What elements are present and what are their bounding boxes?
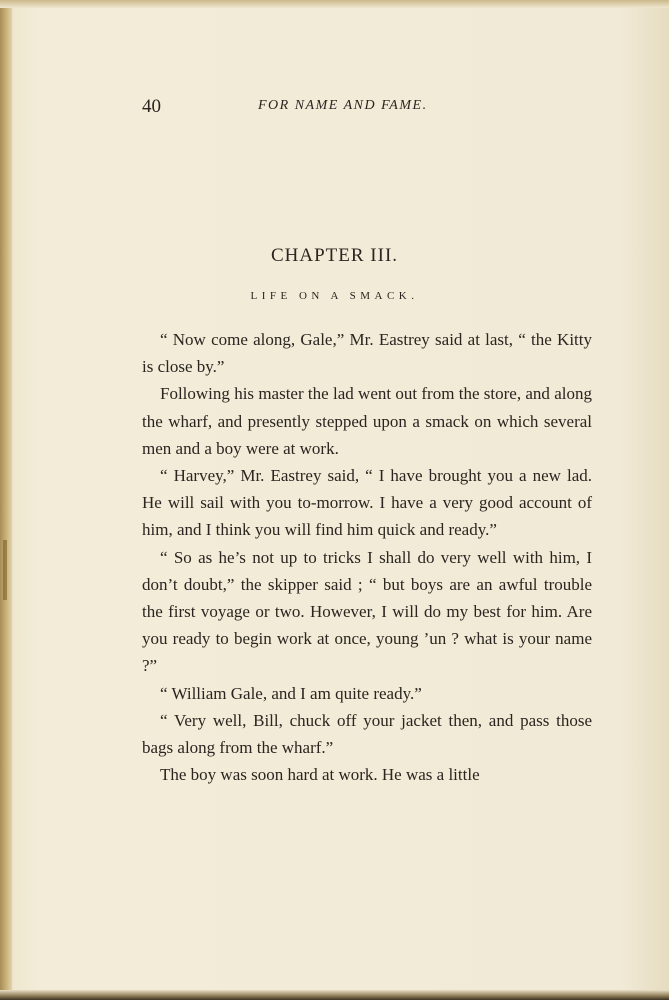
paragraph: “ William Gale, and I am quite ready.” [160,683,422,703]
paragraph: “ Harvey,” Mr. Eastrey said, “ I have brought you a new lad. He will sail with you to-morrow. I have a very good account of him, and I think you will find him quick and ready.” [142,466,592,540]
paragraph: “ Very well, Bill, chuck off your jacket then, and pass those bags along from the wharf.” [142,710,592,758]
book-spine-edge [0,0,12,1000]
page-top-edge [0,0,669,8]
paragraph: “ So as he’s not up to tricks I shall do very well with him, I don’t doubt,” the skipper said ; “ but boys are an awful trouble the first voyage or two. However, I will do my best for him. Are you ready to begin work at once, young ’un ? what is your name ?” [142,547,592,676]
paragraph: The boy was soon hard at work. He was a little [160,765,480,785]
chapter-title: CHAPTER III. [270,245,399,266]
running-title: FOR NAME AND FAME. [258,98,428,113]
chapter-subtitle: LIFE ON A SMACK. [250,290,419,302]
paragraph: “ Now come along, Gale,” Mr. Eastrey said at last, “ the Kitty is close by.” [142,330,592,377]
page-bottom-edge [0,990,669,1000]
page-number: 40 [142,96,161,117]
body-text [142,326,592,788]
paragraph: Following his master the lad went out from the store, and along the wharf, and presently stepped upon a smack on which several men and a boy were at work. [142,384,592,458]
running-header [142,96,590,120]
